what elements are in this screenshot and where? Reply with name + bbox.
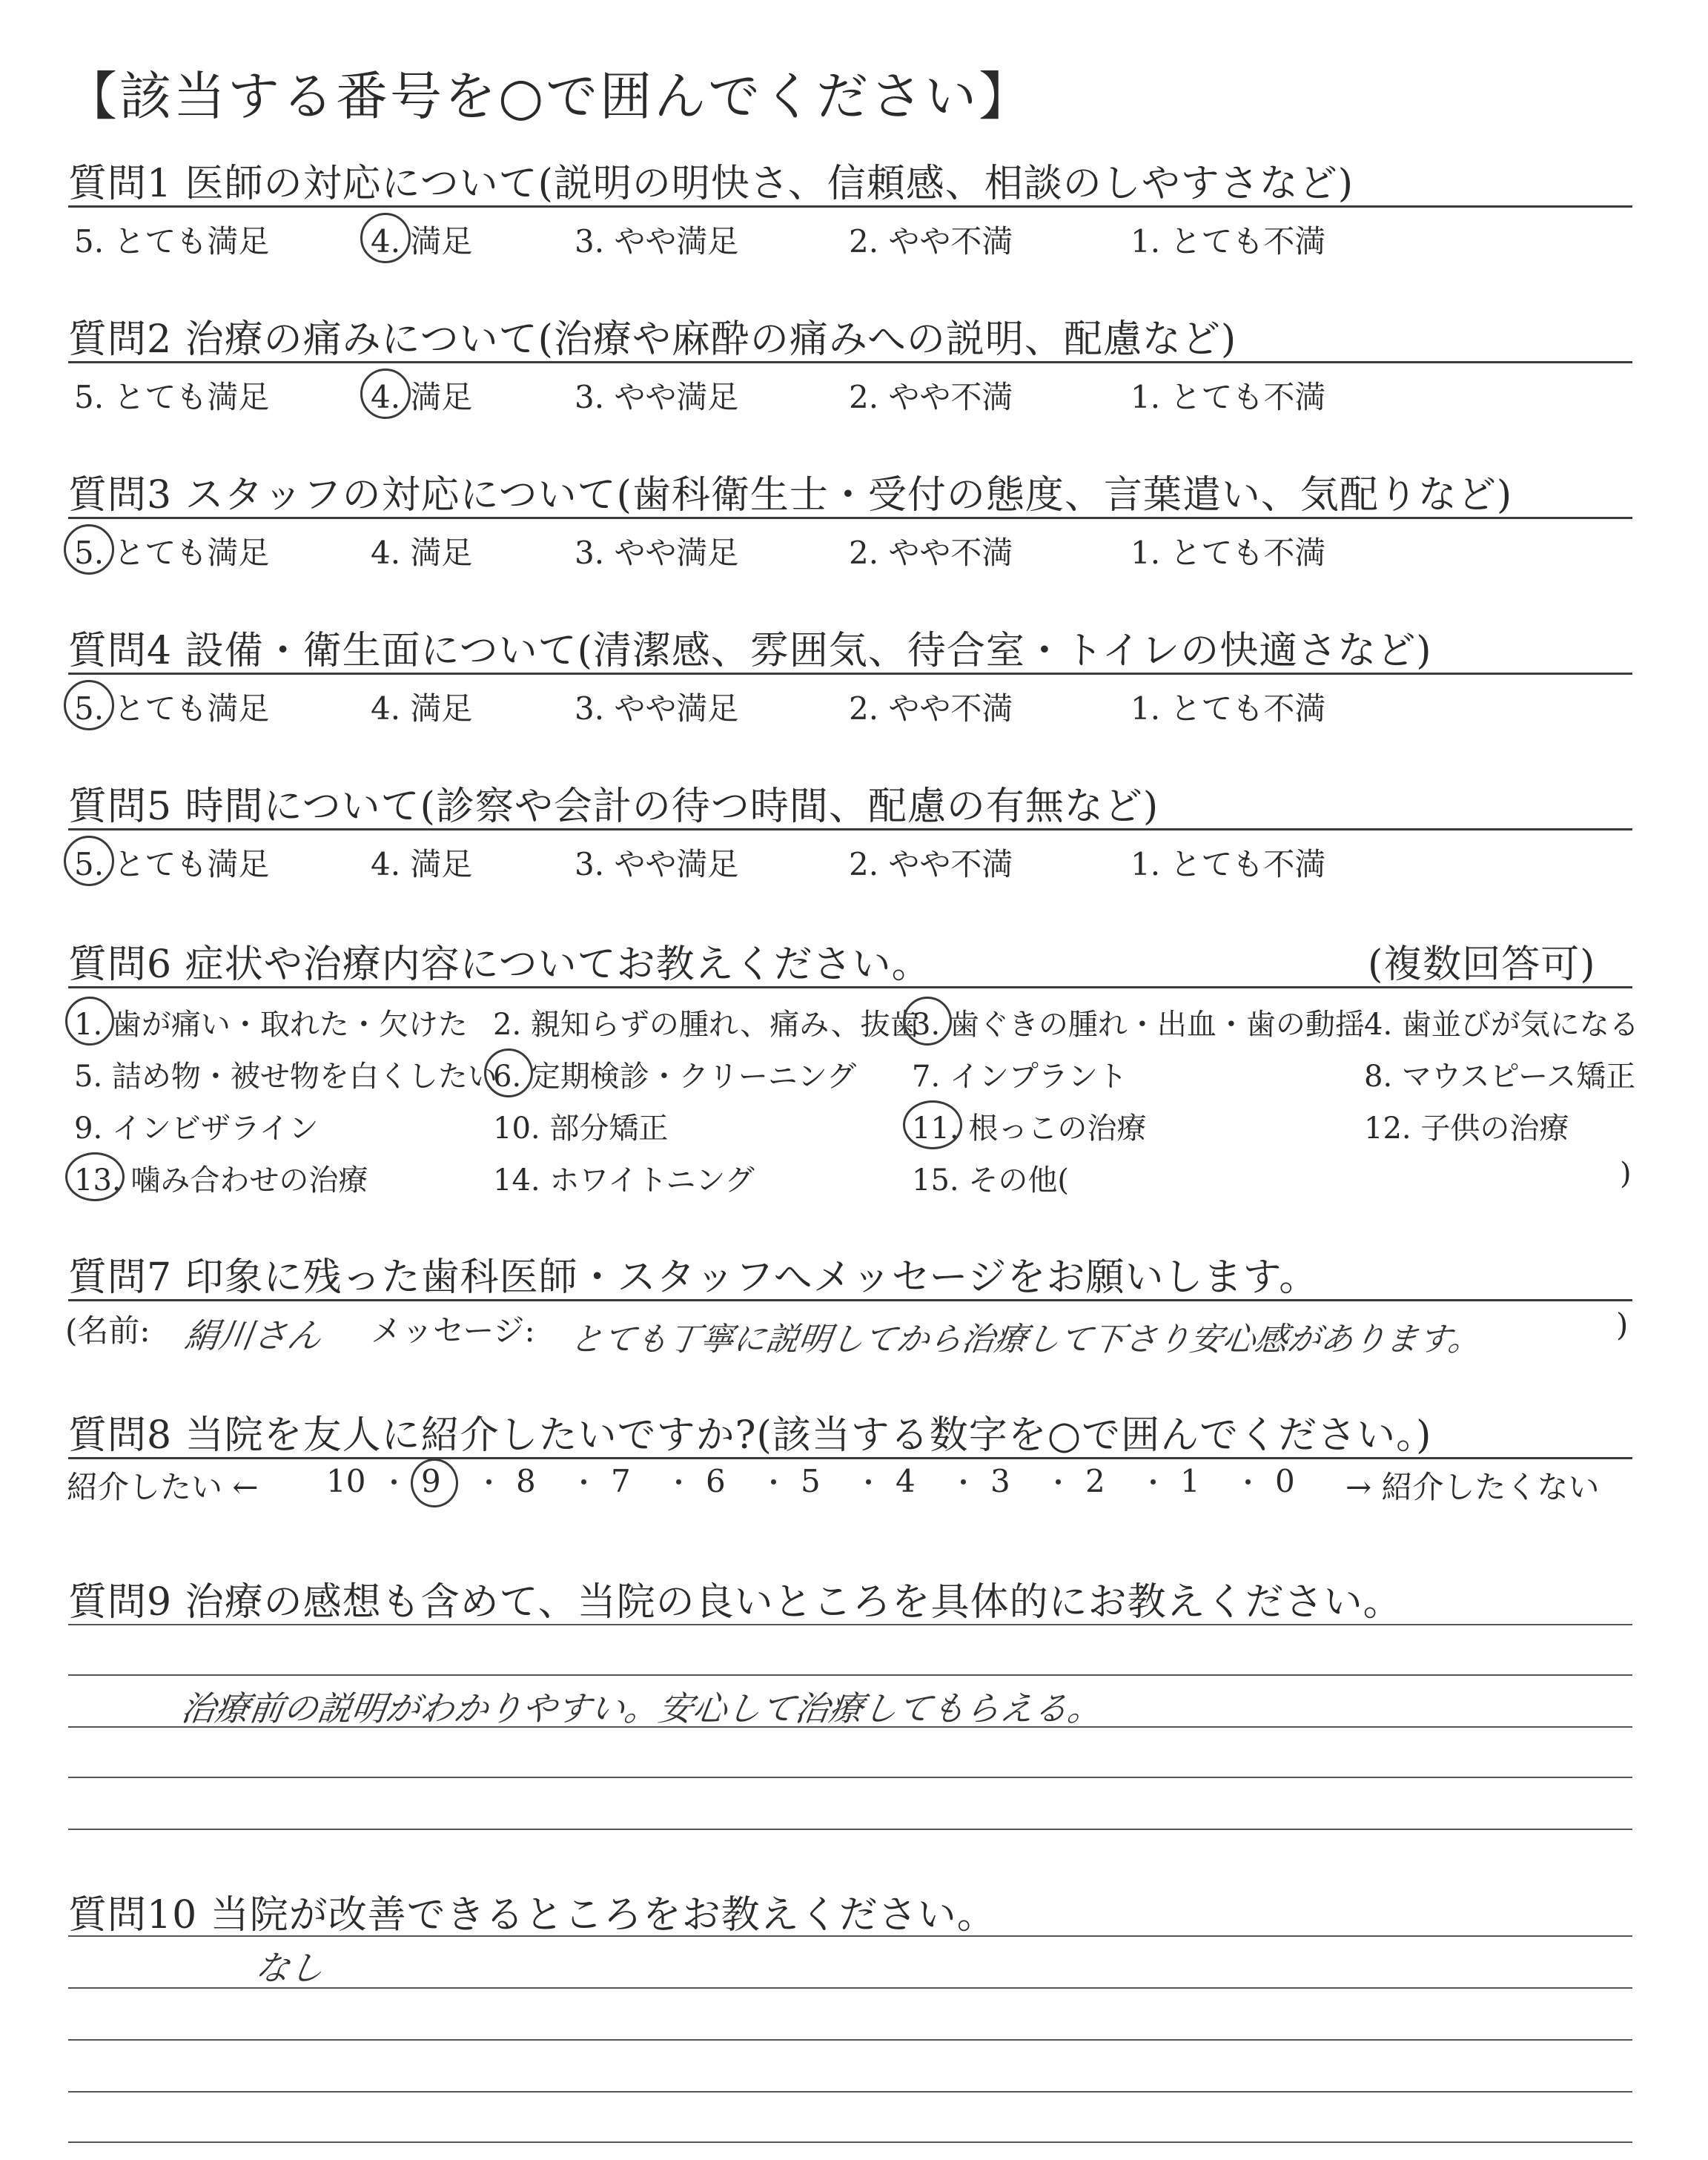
q7-name-prefix: (名前: [65, 1312, 150, 1349]
q8-scale-8[interactable]: 8 [516, 1463, 536, 1499]
q8-separator-dot [1056, 1479, 1061, 1484]
q6-option-9[interactable]: 9. インビザライン [74, 1112, 319, 1146]
q6-label: 質問6 症状や治療内容についてお教えください。 [68, 942, 931, 987]
q4-option-5[interactable]: 5. とても満足 [74, 690, 270, 727]
q1-option-1[interactable]: 1. とても不満 [1131, 223, 1326, 260]
q6-note: (複数回答可) [1368, 942, 1596, 987]
q8-scale-3[interactable]: 3 [990, 1463, 1010, 1499]
q2-option-1[interactable]: 1. とても不満 [1131, 379, 1326, 415]
q5-option-4[interactable]: 4. 満足 [371, 846, 473, 882]
q3-rule [68, 517, 1632, 519]
q5-label: 質問5 時間について(診察や会計の待つ時間、配慮の有無など) [68, 785, 1159, 829]
q7-name-value[interactable]: 絹川さん [182, 1315, 325, 1355]
q3-label: 質問3 スタッフの対応について(歯科衛生士・受付の態度、言葉遣い、気配りなど) [68, 473, 1513, 518]
q5-option-3[interactable]: 3. やや満足 [575, 846, 739, 882]
q9-rule-1 [68, 1624, 1632, 1625]
q1-option-3[interactable]: 3. やや満足 [575, 223, 739, 260]
q8-scale-6[interactable]: 6 [706, 1463, 726, 1499]
q9-rule-4 [68, 1777, 1632, 1778]
q8-scale-10[interactable]: 10 [326, 1463, 366, 1499]
q7-label: 質問7 印象に残った歯科医師・スタッフへメッセージをお願いします。 [68, 1255, 1319, 1300]
q8-separator-dot [961, 1479, 966, 1484]
q8-separator-dot [1151, 1479, 1156, 1484]
q6-option-14[interactable]: 14. ホワイトニング [493, 1163, 755, 1198]
q4-option-2[interactable]: 2. やや不満 [849, 690, 1013, 727]
q9-answer[interactable]: 治療前の説明がわかりやすい。安心して治療してもらえる。 [178, 1688, 1105, 1728]
q8-rule [68, 1457, 1632, 1459]
q8-scale-1[interactable]: 1 [1180, 1463, 1200, 1499]
q8-scale-0[interactable]: 0 [1275, 1463, 1295, 1499]
q1-option-2[interactable]: 2. やや不満 [849, 223, 1013, 260]
q7-rule [68, 1299, 1632, 1301]
q6-option-5[interactable]: 5. 詰め物・被せ物を白くしたい [74, 1060, 497, 1094]
q3-option-4[interactable]: 4. 満足 [371, 535, 473, 571]
q4-option-1[interactable]: 1. とても不満 [1131, 690, 1326, 727]
q1-option-4[interactable]: 4. 満足 [371, 223, 473, 260]
q8-separator-dot [581, 1479, 586, 1484]
q6-option-13[interactable]: 13. 噛み合わせの治療 [74, 1163, 368, 1198]
q10-label: 質問10 当院が改善できるところをお教えください。 [68, 1893, 996, 1938]
q8-separator-dot [486, 1479, 491, 1484]
q10-rule-3 [68, 2039, 1632, 2041]
q8-right-label: → 紹介したくない [1345, 1469, 1600, 1505]
q10-rule-5 [68, 2141, 1632, 2143]
q4-rule [68, 673, 1632, 675]
q1-label: 質問1 医師の対応について(説明の明快さ、信頼感、相談のしやすさなど) [68, 162, 1354, 206]
q6-option-2[interactable]: 2. 親知らずの腫れ、痛み、抜歯 [493, 1008, 920, 1042]
q6-option-4[interactable]: 4. 歯並びが気になる [1364, 1008, 1639, 1042]
q4-label: 質問4 設備・衛生面について(清潔感、雰囲気、待合室・トイレの快適さなど) [68, 629, 1432, 673]
q8-separator-dot [771, 1479, 776, 1484]
q2-option-2[interactable]: 2. やや不満 [849, 379, 1013, 415]
q5-option-1[interactable]: 1. とても不満 [1131, 846, 1326, 882]
q6-option-12[interactable]: 12. 子供の治療 [1364, 1112, 1569, 1146]
q6-option-15[interactable]: 15. その他( [912, 1163, 1069, 1198]
q8-separator-dot [866, 1479, 871, 1484]
q8-scale-9[interactable]: 9 [421, 1463, 441, 1499]
q9-rule-2 [68, 1674, 1632, 1676]
q2-label: 質問2 治療の痛みについて(治療や麻酔の痛みへの説明、配慮など) [68, 317, 1237, 362]
q1-option-5[interactable]: 5. とても満足 [74, 223, 270, 260]
q4-option-3[interactable]: 3. やや満足 [575, 690, 739, 727]
q6-option-7[interactable]: 7. インプラント [912, 1060, 1128, 1094]
q8-separator-dot [676, 1479, 681, 1484]
q2-rule [68, 361, 1632, 363]
q1-rule [68, 205, 1632, 208]
q6-option-3[interactable]: 3. 歯ぐきの腫れ・出血・歯の動揺 [912, 1008, 1365, 1042]
q8-left-label: 紹介したい ← [67, 1469, 259, 1505]
q6-option-11[interactable]: 11. 根っこの治療 [912, 1112, 1147, 1146]
q2-option-5[interactable]: 5. とても満足 [74, 379, 270, 415]
q10-answer[interactable]: なし [252, 1948, 327, 1988]
q4-option-4[interactable]: 4. 満足 [371, 690, 473, 727]
q9-rule-5 [68, 1829, 1632, 1830]
q8-label: 質問8 当院を友人に紹介したいですか?(該当する数字を○で囲んでください。) [68, 1413, 1432, 1458]
q5-option-2[interactable]: 2. やや不満 [849, 846, 1013, 882]
q5-option-5[interactable]: 5. とても満足 [74, 846, 270, 882]
q6-option-1[interactable]: 1. 歯が痛い・取れた・欠けた [74, 1008, 468, 1042]
q3-option-2[interactable]: 2. やや不満 [849, 535, 1013, 571]
q6-option-8[interactable]: 8. マウスピース矯正 [1364, 1060, 1636, 1094]
q2-option-3[interactable]: 3. やや満足 [575, 379, 739, 415]
q10-rule-1 [68, 1935, 1632, 1937]
q6-other-close-paren: ) [1620, 1157, 1632, 1191]
q2-option-4[interactable]: 4. 満足 [371, 379, 473, 415]
q3-option-3[interactable]: 3. やや満足 [575, 535, 739, 571]
q7-close-paren: ) [1616, 1307, 1629, 1343]
q6-option-10[interactable]: 10. 部分矯正 [493, 1112, 669, 1146]
q5-rule [68, 828, 1632, 830]
q6-option-6[interactable]: 6. 定期検診・クリーニング [493, 1060, 857, 1094]
q7-message-prefix: メッセージ: [371, 1312, 535, 1349]
q8-scale-2[interactable]: 2 [1085, 1463, 1105, 1499]
q8-scale-4[interactable]: 4 [896, 1463, 916, 1499]
q6-rule [68, 986, 1632, 988]
page-title: 【該当する番号を○で囲んでください】 [65, 66, 1033, 127]
q8-scale-5[interactable]: 5 [801, 1463, 821, 1499]
q7-message-value[interactable]: とても丁寧に説明してから治療して下さり安心感があります。 [567, 1321, 1484, 1358]
q3-option-1[interactable]: 1. とても不満 [1131, 535, 1326, 571]
q8-separator-dot [1245, 1479, 1251, 1484]
q8-separator-dot [391, 1479, 397, 1484]
q3-option-5[interactable]: 5. とても満足 [74, 535, 270, 571]
q8-scale-7[interactable]: 7 [611, 1463, 631, 1499]
q10-rule-4 [68, 2091, 1632, 2093]
q9-label: 質問9 治療の感想も含めて、当院の良いところを具体的にお教えください。 [68, 1580, 1403, 1625]
